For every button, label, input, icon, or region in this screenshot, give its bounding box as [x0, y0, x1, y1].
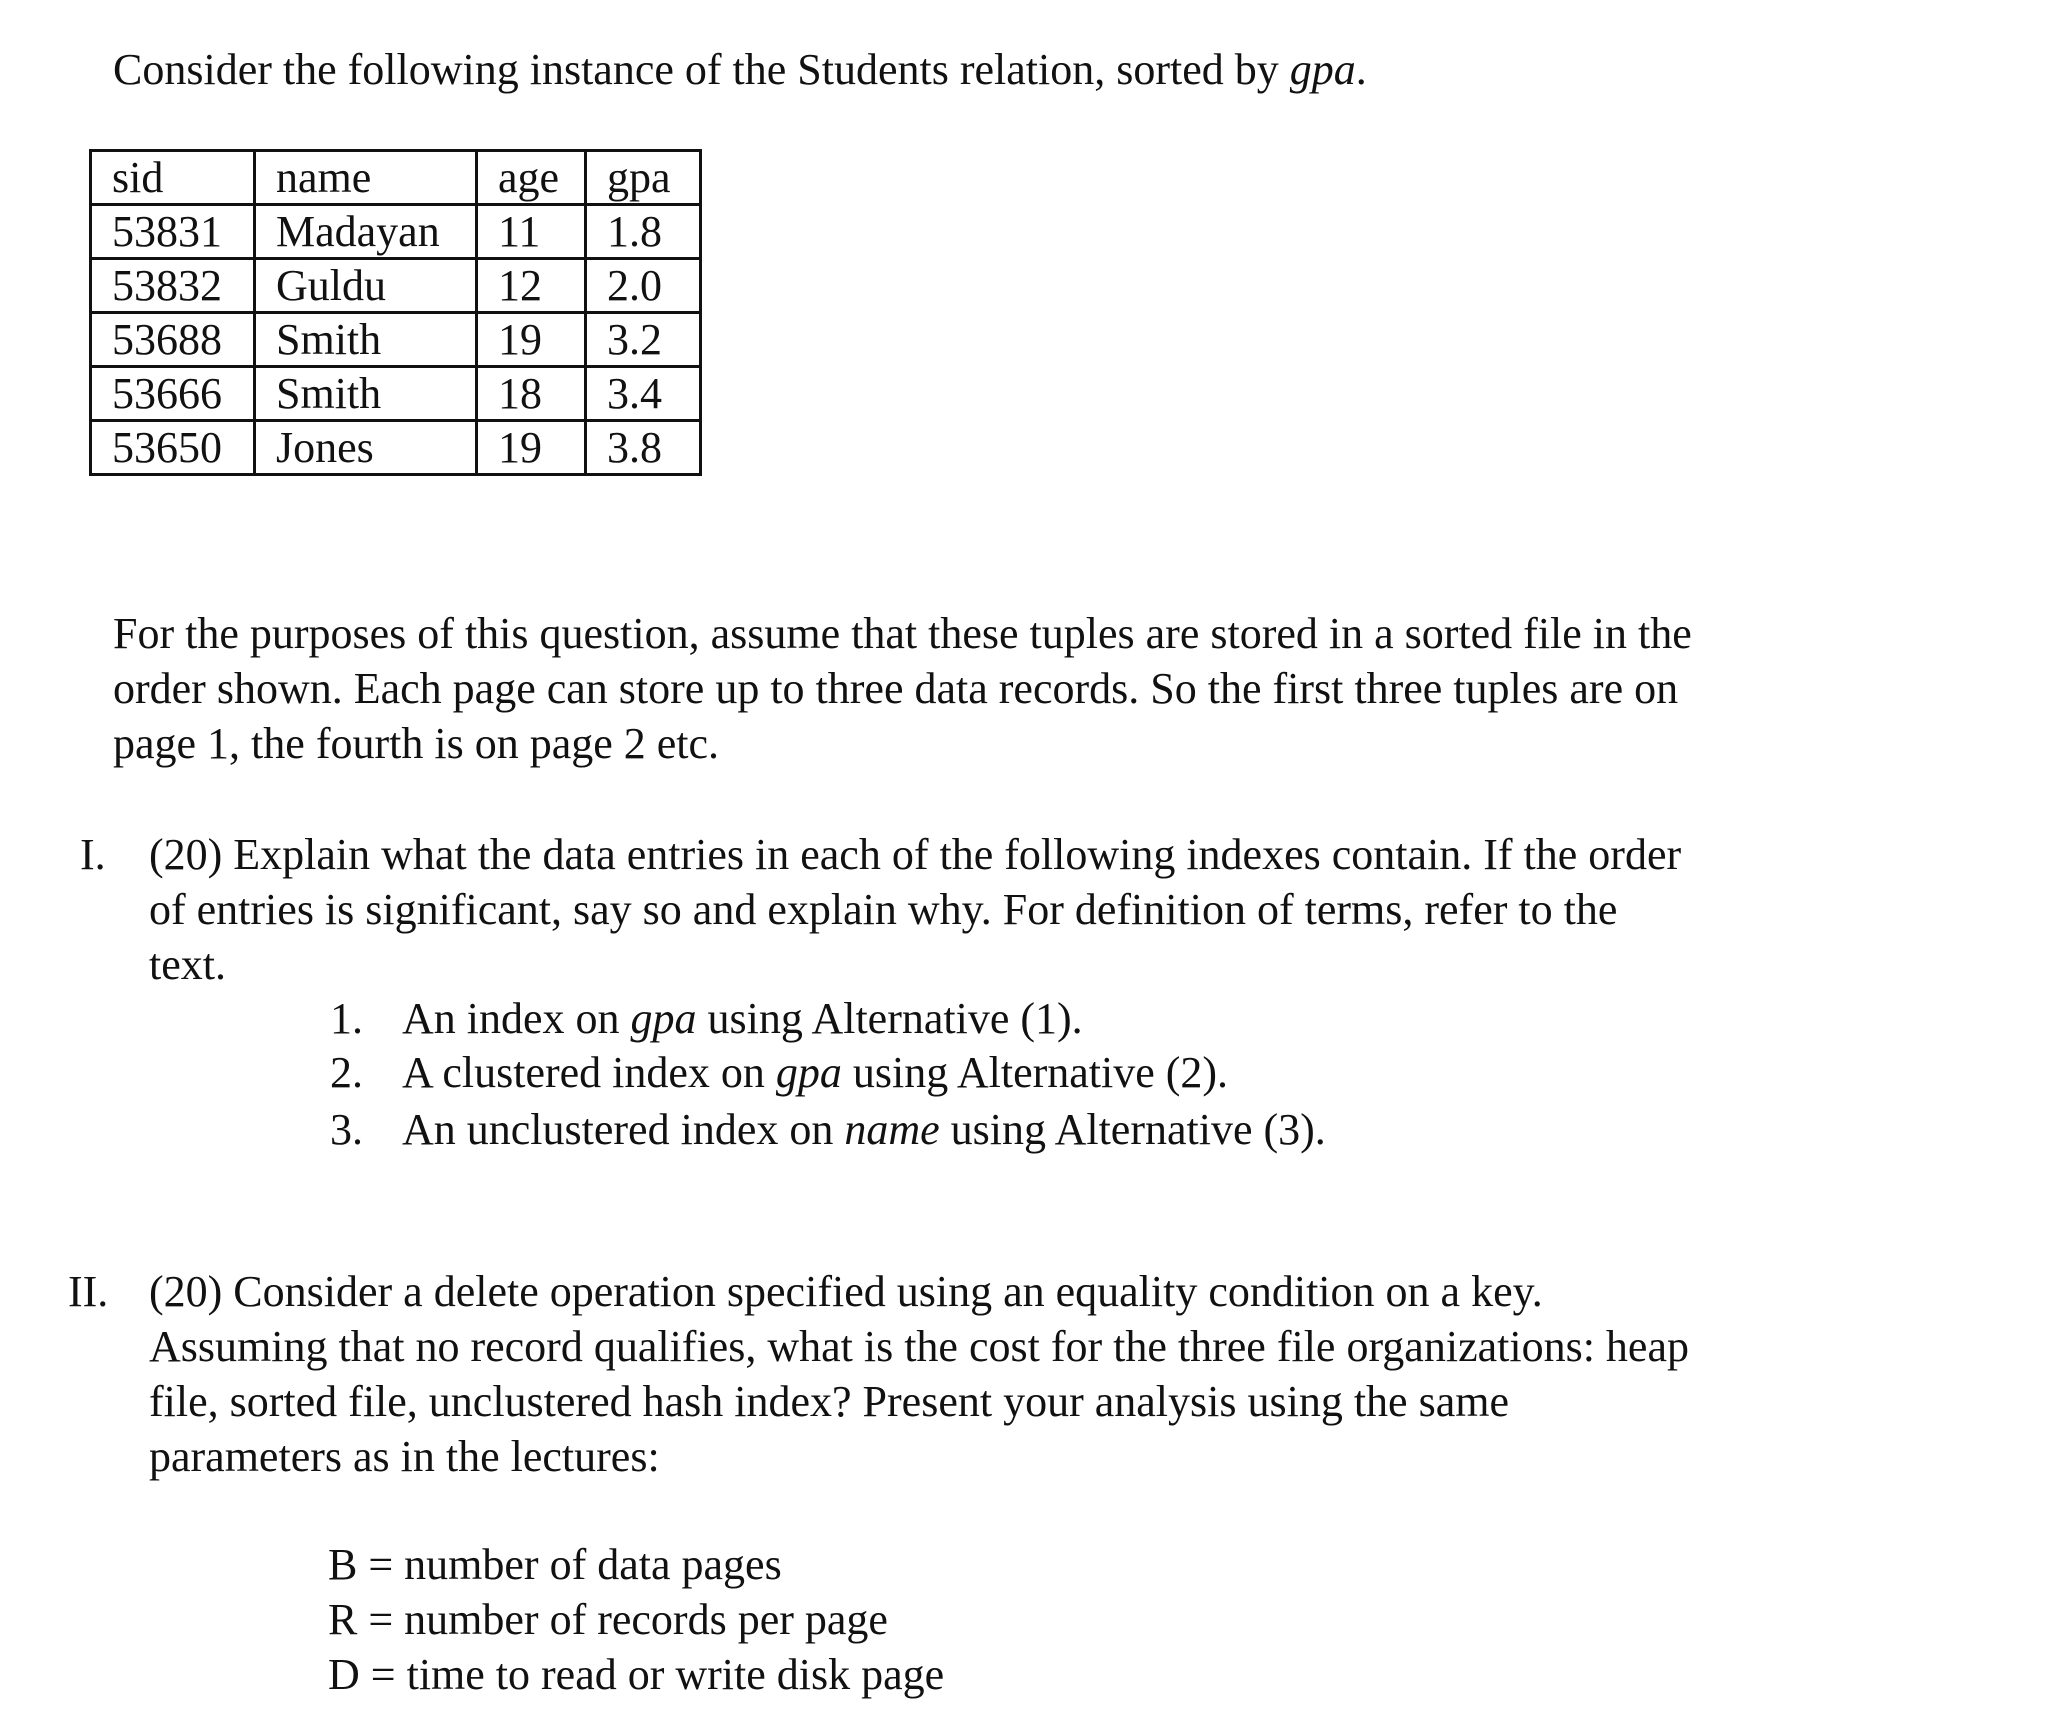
- list-item-number: 1.: [330, 994, 363, 1043]
- table-header-row: [91, 151, 701, 205]
- question-2-text: [149, 1264, 1689, 1484]
- question-2-line: (20) Consider a delete operation specified using an equality condition on a key.: [149, 1267, 1543, 1316]
- paragraph-line: For the purposes of this question, assume that these tuples are stored in a sorted file in the: [113, 609, 1692, 658]
- table-cell: 19: [477, 313, 586, 367]
- table-cell: Guldu: [255, 259, 477, 313]
- list-item-emphasis: name: [844, 1105, 940, 1154]
- header-age: age: [477, 151, 586, 205]
- table-row: [91, 205, 701, 259]
- table-cell: 3.8: [586, 421, 701, 475]
- list-item-text-before: An index on: [402, 994, 631, 1043]
- list-item-text-after: using Alternative (2).: [841, 1048, 1229, 1097]
- table-cell: Jones: [255, 421, 477, 475]
- table-cell: 53688: [91, 313, 255, 367]
- table-row: [91, 313, 701, 367]
- question-1-line: of entries is significant, say so and explain why. For definition of terms, refer to the: [149, 885, 1618, 934]
- list-item-emphasis: gpa: [775, 1048, 842, 1097]
- table-row: [91, 421, 701, 475]
- question-1-line: (20) Explain what the data entries in each of the following indexes contain. If the order: [149, 830, 1682, 879]
- table-cell: 11: [477, 205, 586, 259]
- question-2-line: parameters as in the lectures:: [149, 1432, 660, 1481]
- list-item-text: [402, 991, 1083, 1046]
- table-cell: 19: [477, 421, 586, 475]
- parameter-b: B = number of data pages: [328, 1540, 782, 1589]
- question-1-number: I.: [80, 830, 106, 879]
- table-cell: Madayan: [255, 205, 477, 259]
- header-gpa: gpa: [586, 151, 701, 205]
- table-cell: 1.8: [586, 205, 701, 259]
- table-cell: 53832: [91, 259, 255, 313]
- question-1-line: text.: [149, 940, 226, 989]
- question-2-line: Assuming that no record qualifies, what is the cost for the three file organizations: heap: [149, 1322, 1689, 1371]
- parameter-d: D = time to read or write disk page: [328, 1650, 945, 1699]
- table-cell: Smith: [255, 313, 477, 367]
- paragraph-line: page 1, the fourth is on page 2 etc.: [113, 719, 720, 768]
- table-cell: 53650: [91, 421, 255, 475]
- table-cell: 2.0: [586, 259, 701, 313]
- list-item-number: 3.: [330, 1105, 363, 1154]
- intro-text: Consider the following instance of the Students relation, sorted by: [113, 45, 1290, 94]
- table-cell: 3.2: [586, 313, 701, 367]
- header-name: name: [255, 151, 477, 205]
- intro-emphasis: gpa: [1289, 45, 1356, 94]
- paragraph-line: order shown. Each page can store up to three data records. So the first three tuples are on: [113, 664, 1679, 713]
- table-cell: 3.4: [586, 367, 701, 421]
- table-cell: 12: [477, 259, 586, 313]
- list-item-number: 2.: [330, 1048, 363, 1097]
- question-2-line: file, sorted file, unclustered hash index? Present your analysis using the same: [149, 1377, 1509, 1426]
- list-item-text-before: A clustered index on: [402, 1048, 776, 1097]
- table-cell: 53666: [91, 367, 255, 421]
- table-cell: 18: [477, 367, 586, 421]
- parameter-list: [328, 1537, 944, 1702]
- list-item-emphasis: gpa: [630, 994, 697, 1043]
- question-1-text: [149, 827, 1681, 992]
- table-row: [91, 367, 701, 421]
- assumption-paragraph: [113, 606, 1692, 771]
- intro-end: .: [1355, 45, 1367, 94]
- list-item-text-after: using Alternative (3).: [939, 1105, 1326, 1154]
- table-row: [91, 259, 701, 313]
- students-table: [89, 149, 702, 476]
- list-item-text: [402, 1102, 1326, 1157]
- header-sid: sid: [91, 151, 255, 205]
- parameter-r: R = number of records per page: [328, 1595, 888, 1644]
- table-cell: Smith: [255, 367, 477, 421]
- question-2-number: II.: [68, 1267, 109, 1316]
- table-cell: 53831: [91, 205, 255, 259]
- list-item-text-before: An unclustered index on: [402, 1105, 845, 1154]
- list-item-text: [402, 1045, 1228, 1100]
- question-1-items: [330, 991, 1530, 1161]
- intro-sentence: [113, 42, 1367, 97]
- list-item-text-after: using Alternative (1).: [696, 994, 1083, 1043]
